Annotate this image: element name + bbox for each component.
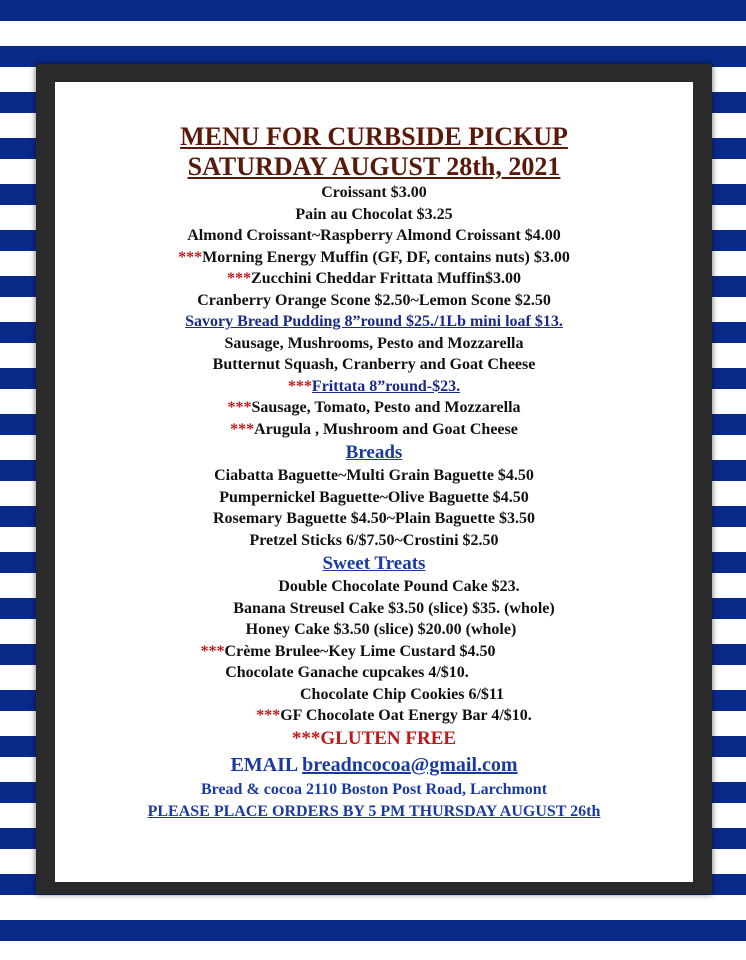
breads-heading[interactable]: Breads: [345, 442, 403, 463]
gluten-free-marker: ***: [230, 420, 255, 438]
item-zucchini-frittata-muffin: [55, 268, 693, 290]
item-pain-au-chocolat: Pain au Chocolat $3.25: [295, 205, 453, 223]
breads-line-4: Pretzel Sticks 6/$7.50~Crostini $2.50: [249, 531, 499, 549]
breads-line-3: Rosemary Baguette $4.50~Plain Baguette $3.50: [212, 510, 536, 527]
item-morning-muffin: [55, 247, 693, 269]
item-text: GF Chocolate Oat Energy Bar 4/$10.: [280, 707, 532, 724]
sweets-line-7: [55, 705, 693, 727]
sweets-line-5: Chocolate Ganache cupcakes 4/$10.: [225, 664, 469, 681]
sweet-treats-heading[interactable]: Sweet Treats: [322, 553, 426, 574]
item-croissant: Croissant $3.00: [321, 184, 427, 201]
item-almond-croissant: Almond Croissant~Raspberry Almond Croissant $4.00: [187, 227, 561, 244]
menu-date: SATURDAY AUGUST 28th, 2021: [187, 152, 561, 181]
frittata-option-1: [55, 397, 693, 419]
gluten-free-marker: ***: [287, 377, 312, 395]
email-line: [55, 751, 693, 779]
email-link[interactable]: breadncocoa@gmail.com: [302, 753, 518, 776]
breads-line-2: Pumpernickel Baguette~Olive Baguette $4.50: [219, 488, 529, 506]
item-text: Arugula , Mushroom and Goat Cheese: [254, 420, 518, 438]
frittata-heading: [55, 376, 693, 398]
gluten-free-marker: ***: [227, 399, 252, 416]
menu-title: MENU FOR CURBSIDE PICKUP: [180, 122, 568, 151]
item-scones: Cranberry Orange Scone $2.50~Lemon Scone $2.50: [197, 291, 551, 309]
item-text: Sausage, Tomato, Pesto and Mozzarella: [251, 399, 521, 416]
item-text: Crème Brulee~Key Lime Custard $4.50: [224, 642, 496, 660]
frittata-option-2: [55, 419, 693, 441]
sweets-line-1: Double Chocolate Pound Cake $23.: [278, 578, 520, 595]
item-text: Zucchini Cheddar Frittata Muffin$3.00: [251, 270, 521, 287]
gluten-free-marker: ***: [227, 270, 252, 287]
sweets-line-6: Chocolate Chip Cookies 6/$11: [299, 685, 504, 703]
gluten-free-marker: ***: [256, 707, 281, 724]
menu-card: [55, 82, 693, 882]
sweets-line-2: Banana Streusel Cake $3.50 (slice) $35. (whole): [233, 599, 555, 617]
breads-line-1: Ciabatta Baguette~Multi Grain Baguette $4.50: [214, 467, 534, 484]
bread-pudding-heading[interactable]: Savory Bread Pudding 8”round $25./1Lb mini loaf $13.: [185, 313, 563, 330]
gluten-free-note: ***GLUTEN FREE: [291, 727, 457, 749]
store-address: Bread & cocoa 2110 Boston Post Road, Larchmont: [200, 780, 548, 798]
bread-pudding-option-1: Sausage, Mushrooms, Pesto and Mozzarella: [224, 334, 524, 352]
gluten-free-marker: ***: [200, 642, 225, 660]
bread-pudding-option-2: Butternut Squash, Cranberry and Goat Cheese: [212, 356, 536, 373]
email-label: EMAIL: [230, 753, 298, 776]
frittata-link[interactable]: Frittata 8”round-$23.: [311, 377, 461, 395]
item-text: Morning Energy Muffin (GF, DF, contains nuts) $3.00: [202, 248, 570, 266]
sweets-line-4: [55, 641, 693, 663]
sweets-line-3: Honey Cake $3.50 (slice) $20.00 (whole): [245, 621, 517, 638]
gluten-free-marker: ***: [178, 248, 203, 266]
order-deadline: PLEASE PLACE ORDERS BY 5 PM THURSDAY AUGUST 26th: [147, 802, 601, 820]
